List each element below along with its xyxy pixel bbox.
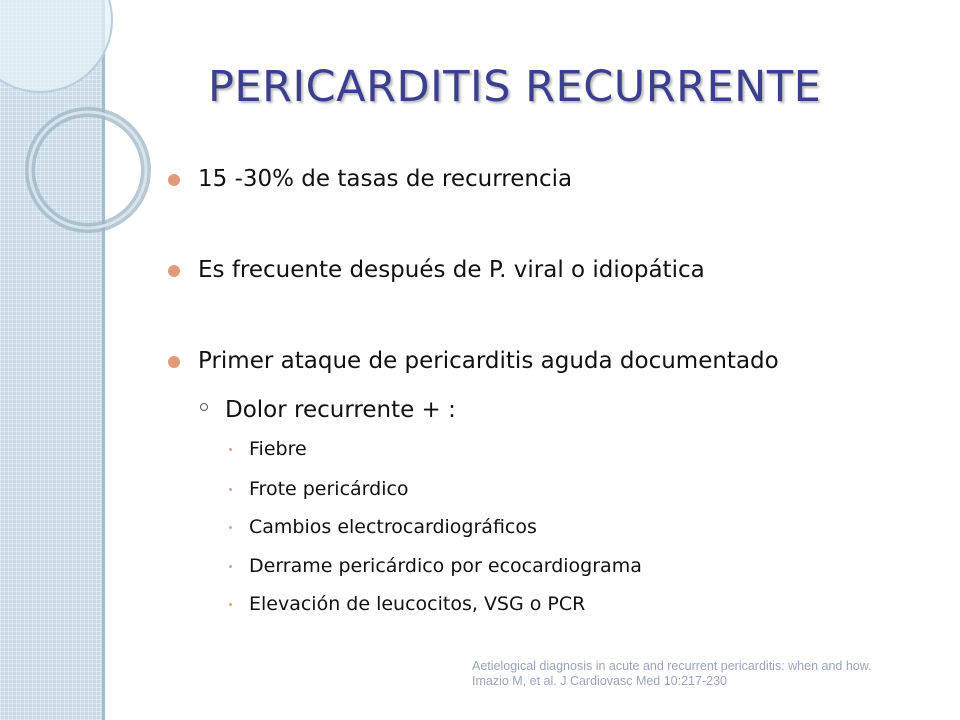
reference-line-1: Aetielogical diagnosis in acute and recurrent pericarditis: when and how. bbox=[472, 659, 872, 673]
slide-title: PERICARDITIS RECURRENTE bbox=[208, 62, 822, 112]
bullet-dot-icon bbox=[168, 356, 180, 368]
small-dot-bullet-icon bbox=[228, 447, 233, 452]
small-dot-bullet-icon bbox=[228, 525, 233, 530]
sub-sub-bullet-text: Elevación de leucocitos, VSG o PCR bbox=[249, 593, 586, 615]
bullet-item bbox=[168, 348, 779, 374]
bullet-dot-icon bbox=[168, 265, 180, 277]
sub-sub-bullet-item bbox=[228, 516, 537, 538]
small-dot-bullet-icon bbox=[228, 564, 233, 569]
bullet-dot-icon bbox=[168, 174, 180, 186]
bullet-text: 15 -30% de tasas de recurrencia bbox=[198, 166, 573, 192]
small-dot-bullet-icon bbox=[228, 487, 233, 492]
sub-sub-bullet-item bbox=[228, 593, 585, 615]
sub-sub-bullet-item bbox=[228, 438, 307, 460]
small-dot-bullet-icon bbox=[228, 602, 233, 607]
sub-sub-bullet-text: Derrame pericárdico por ecocardiograma bbox=[249, 555, 642, 577]
decorative-circles bbox=[0, 0, 160, 300]
bullet-text: Primer ataque de pericarditis aguda documentado bbox=[198, 348, 779, 374]
reference-citation bbox=[472, 659, 872, 689]
bullet-item bbox=[168, 257, 705, 283]
sub-sub-bullet-item bbox=[228, 555, 642, 577]
sub-sub-bullet-text: Frote pericárdico bbox=[249, 478, 409, 500]
ring-bullet-icon bbox=[200, 403, 208, 411]
sub-sub-bullet-text: Fiebre bbox=[249, 438, 307, 460]
bullet-text: Es frecuente después de P. viral o idiopática bbox=[198, 257, 705, 283]
bullet-item bbox=[168, 166, 572, 192]
sub-sub-bullet-item bbox=[228, 478, 409, 500]
sub-bullet-text: Dolor recurrente + : bbox=[225, 397, 456, 423]
sub-bullet-item bbox=[200, 397, 456, 423]
sub-sub-bullet-text: Cambios electrocardiográficos bbox=[249, 516, 537, 538]
reference-line-2: Imazio M, et al. J Cardiovasc Med 10:217-230 bbox=[472, 674, 727, 688]
